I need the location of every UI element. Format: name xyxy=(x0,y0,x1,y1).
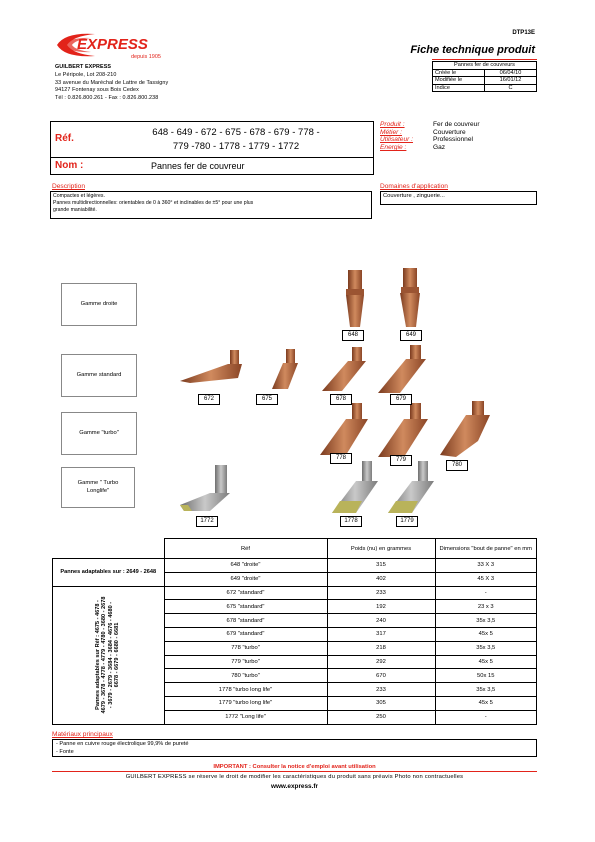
cell-ref: 649 "droite" xyxy=(164,572,327,586)
panne-1778-image xyxy=(332,461,378,513)
group-label-rotated: Pannes adaptables sur Réf : 4675 - 4678 - 4679 - 3678 - 4778 - 4779 - 4780 - 3680 - 2678 - 3679 - 2679 - 3684 - 3684 - 4676 - 4680 - 6678 - 6679 - 6680 - 6681 xyxy=(53,586,165,724)
property-key: Produit : xyxy=(380,121,405,128)
materiaux-line: - Fonte xyxy=(56,748,74,755)
property-value: Professionnel xyxy=(433,136,473,144)
domaines-title: Domaines d'application xyxy=(380,183,448,190)
cell-dim: 45x 5 xyxy=(435,696,537,710)
cell-poids: 218 xyxy=(327,641,435,655)
cell-poids: 192 xyxy=(327,600,435,614)
cell-dim: - xyxy=(435,710,537,724)
disclaimer: GUILBERT EXPRESS se réserve le droit de modifier les caractéristiques du produit sans préavis Photo non contractuelles xyxy=(125,774,464,780)
doc-code: DTP13E xyxy=(512,30,535,36)
ref-line: 779 -780 - 1778 - 1779 - 1772 xyxy=(172,141,300,152)
cell-poids: 317 xyxy=(327,627,435,641)
cell-ref: 678 "standard" xyxy=(164,614,327,628)
cell-dim: 23 x 3 xyxy=(435,600,537,614)
description-box xyxy=(50,191,372,219)
meta-label: Modifiée le xyxy=(433,77,485,85)
materiaux-line: - Panne en cuivre rouge électrolique 99,9% de pureté xyxy=(56,741,189,747)
panne-648-image xyxy=(346,270,364,327)
label-672: 672 xyxy=(198,394,220,405)
label-1772: 1772 xyxy=(196,516,218,527)
cell-poids: 670 xyxy=(327,669,435,683)
cell-poids: 250 xyxy=(327,710,435,724)
label-779: 779 xyxy=(390,455,412,466)
cell-dim: - xyxy=(435,586,537,600)
cell-ref: 648 "droite" xyxy=(164,559,327,573)
description-line: grande maniabilité. xyxy=(53,207,97,213)
panne-1772-image xyxy=(180,465,230,511)
property-row xyxy=(380,144,480,152)
meta-value: 06/04/10 xyxy=(485,69,537,77)
gamme-turbo-longlife-label: Gamme " Turbo Longlife" xyxy=(61,467,135,508)
nom-label: Nom : xyxy=(55,160,84,171)
reference-box xyxy=(50,121,374,175)
company-name: GUILBERT EXPRESS xyxy=(55,64,112,70)
property-key: Energie : xyxy=(380,144,407,152)
meta-title: Pannes fer de couvreurs xyxy=(433,62,537,70)
cell-poids: 233 xyxy=(327,586,435,600)
contact-line: Tél : 0.826.800.261 - Fax : 0.826.800.238 xyxy=(55,95,159,102)
cell-dim: 45x 5 xyxy=(435,627,537,641)
label-1778: 1778 xyxy=(340,516,362,527)
panne-679-image xyxy=(378,345,426,393)
cell-dim: 45 X 3 xyxy=(435,572,537,586)
label-1779: 1779 xyxy=(396,516,418,527)
website-link[interactable]: www.express.fr xyxy=(270,783,318,790)
cell-poids: 305 xyxy=(327,696,435,710)
meta-value: C xyxy=(485,84,537,92)
label-648: 648 xyxy=(342,330,364,341)
meta-label: Indice xyxy=(433,84,485,92)
cell-ref: 679 "standard" xyxy=(164,627,327,641)
meta-value: 16/01/12 xyxy=(485,77,537,85)
property-value: Gaz xyxy=(433,144,446,152)
domaines-box: Couverture , zinguerie... xyxy=(380,191,537,205)
panne-1779-image xyxy=(388,461,434,513)
cell-dim: 45x 5 xyxy=(435,655,537,669)
meta-table xyxy=(432,61,537,92)
spec-table xyxy=(52,538,537,725)
ref-label: Réf. xyxy=(55,133,74,144)
panne-780-image xyxy=(440,401,490,457)
property-key: Utilisateur : xyxy=(380,136,413,144)
property-key: Métier : xyxy=(380,128,402,136)
meta-label: Créée le xyxy=(433,69,485,77)
address-line: Le Péripole, Lot 208-210 xyxy=(55,71,117,78)
company-address xyxy=(55,64,168,103)
panne-678-image xyxy=(322,347,366,391)
cell-poids: 292 xyxy=(327,655,435,669)
cell-ref: 1779 "turbo long life" xyxy=(164,696,327,710)
property-row xyxy=(380,136,480,144)
header-ref: Réf xyxy=(164,539,327,559)
brand-name: EXPRESS xyxy=(77,36,148,53)
product-properties xyxy=(380,121,480,152)
property-row xyxy=(380,129,480,137)
label-649: 649 xyxy=(400,330,422,341)
important-notice: IMPORTANT : Consulter la notice d'emploi avant utilisation xyxy=(213,764,376,770)
cell-dim: 35x 3,5 xyxy=(435,641,537,655)
table-row xyxy=(53,586,537,600)
panne-778-image xyxy=(320,403,368,455)
materiaux-box xyxy=(52,739,537,757)
cell-dim: 33 X 3 xyxy=(435,559,537,573)
cell-ref: 672 "standard" xyxy=(164,586,327,600)
cell-dim: 35x 3,5 xyxy=(435,683,537,697)
cell-ref: 1772 "Long life" xyxy=(164,710,327,724)
cell-poids: 233 xyxy=(327,683,435,697)
address-line: 33 avenue du Maréchal de Lattre de Tassigny xyxy=(55,79,169,86)
cell-ref: 1778 "turbo long life" xyxy=(164,683,327,697)
label-679: 679 xyxy=(390,394,412,405)
doc-title: Fiche technique produit xyxy=(410,44,535,56)
label-678: 678 xyxy=(330,394,352,405)
header-dimensions: Dimensions "bout de panne" en mm xyxy=(435,539,537,559)
cell-ref: 780 "turbo" xyxy=(164,669,327,683)
footer-rule xyxy=(52,771,537,772)
spec-corner xyxy=(53,539,165,559)
description-line: Compactes et légères. xyxy=(53,193,105,199)
ref-divider xyxy=(51,157,373,158)
address-line: 94127 Fontenay sous Bois Cedex xyxy=(55,87,139,94)
gamme-standard-label: Gamme standard xyxy=(61,354,137,397)
cell-poids: 402 xyxy=(327,572,435,586)
cell-ref: 778 "turbo" xyxy=(164,641,327,655)
property-value: Fer de couvreur xyxy=(433,121,480,128)
panne-649-image xyxy=(400,268,420,327)
gamme-turbo-label: Gamme "turbo" xyxy=(61,412,137,455)
gamme-droite-label: Gamme droite xyxy=(61,283,137,326)
cell-ref: 779 "turbo" xyxy=(164,655,327,669)
description-title: Description xyxy=(52,183,85,190)
panne-675-image xyxy=(272,349,298,389)
property-row xyxy=(380,121,480,129)
label-780: 780 xyxy=(446,460,468,471)
cell-poids: 240 xyxy=(327,614,435,628)
panne-672-image xyxy=(180,350,242,383)
product-name: Pannes fer de couvreur xyxy=(151,161,245,171)
brand-tagline: depuis 1905 xyxy=(131,54,161,60)
panne-779-image xyxy=(378,403,428,457)
materiaux-title: Matériaux principaux xyxy=(52,731,113,738)
cell-poids: 315 xyxy=(327,559,435,573)
table-row xyxy=(53,559,537,573)
cell-dim: 50x 15 xyxy=(435,669,537,683)
cell-dim: 35x 3,5 xyxy=(435,614,537,628)
brand-logo xyxy=(55,30,165,60)
label-778: 778 xyxy=(330,453,352,464)
description-line: Pannes multidirectionnelles: orientables de 0 à 360° et inclinables de ±5° pour une plus xyxy=(53,200,254,206)
header-poids: Poids (nu) en grammes xyxy=(327,539,435,559)
header-rule xyxy=(432,59,537,60)
property-value: Couverture xyxy=(433,128,466,136)
cell-ref: 675 "standard" xyxy=(164,600,327,614)
ref-list xyxy=(101,126,371,154)
label-675: 675 xyxy=(256,394,278,405)
group-label: Pannes adaptables sur : 2649 - 2648 xyxy=(53,559,165,587)
ref-line: 648 - 649 - 672 - 675 - 678 - 679 - 778 - xyxy=(152,127,320,138)
